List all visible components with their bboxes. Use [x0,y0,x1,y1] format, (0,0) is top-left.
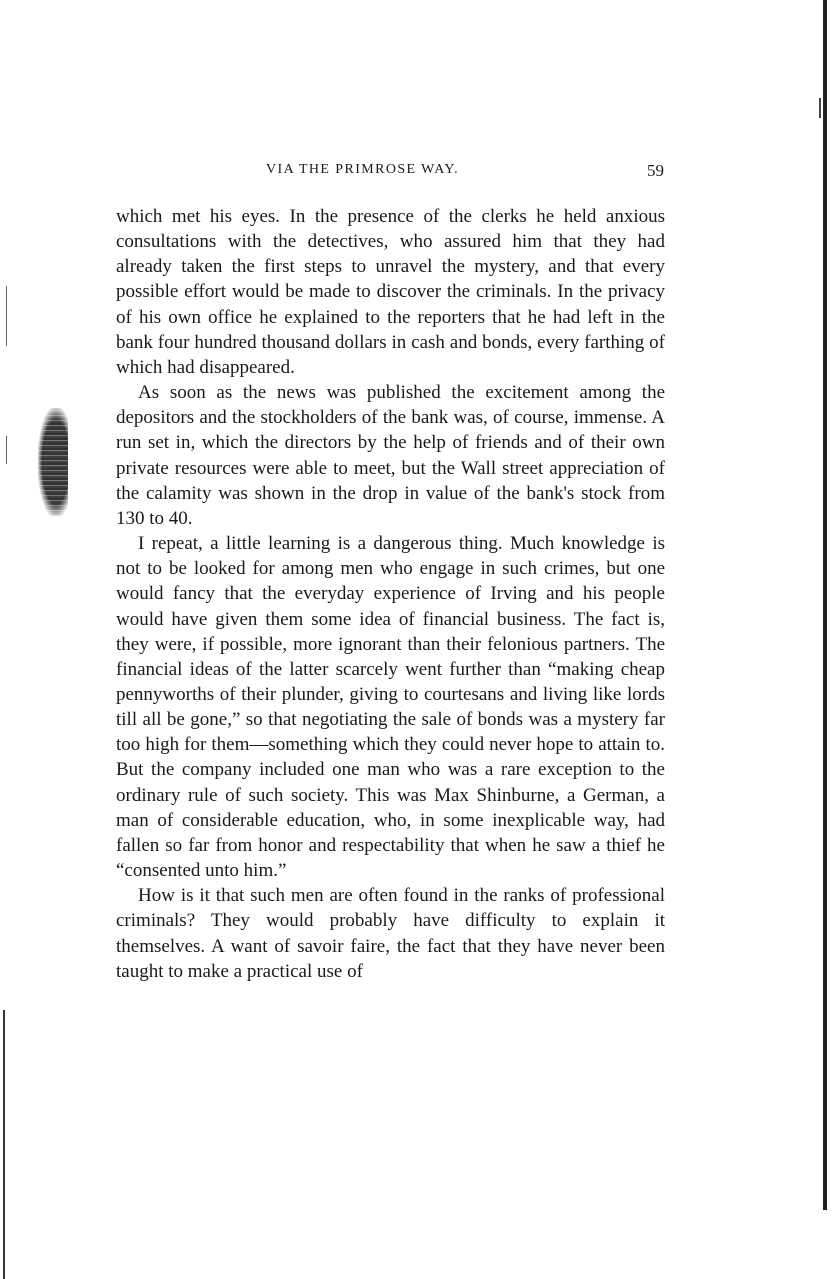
left-edge-line [3,1010,5,1279]
page-header [116,162,664,186]
right-edge-line [823,0,827,1210]
body-text [116,204,665,984]
paragraph-1: which met his eyes. In the presence of the clerks he held anxious consultations with the detectives, who assured him that they had already taken the first steps to unravel the mystery, and that every possible effort would be made to discover the criminals. In the privacy of his own office he explained to the reporters that he had left in the bank four hundred thousand dollars in cash and bonds, every farthing of which had disappeared. [116,206,665,378]
paragraph-2: As soon as the news was published the excitement among the depositors and the stockholders of the bank was, of course, immense. A run set in, which the directors by the help of friends and of their own private resources were able to meet, but the Wall street appreciation of the calamity was shown in the drop in value of the bank's stock from 130 to 40. [116,382,665,529]
right-edge-tick [819,98,821,118]
running-title: VIA THE PRIMROSE WAY. [266,162,460,177]
page-number: 59 [647,161,664,180]
left-margin-mark-lower [6,436,7,464]
paragraph-3: I repeat, a little learning is a dangerous thing. Much knowledge is not to be looked for among men who engage in such crimes, but one would fancy that the everyday experience of Irving and his people would have given them some idea of financial business. The fact is, they were, if possible, more ignorant than their felonious partners. The financial ideas of the latter scarcely went further than “making cheap pennyworths of their plunder, giving to courtesans and living like lords till all be gone,” so that negotiating the sale of bonds was a mystery far too high for them—something which they could never hope to attain to. But the company included one man who was a rare exception to the ordinary rule of such society. This was Max Shinburne, a German, a man of considerable education, who, in some inexplicable way, had fallen so far from honor and respectability that when he saw a thief he “consented unto him.” [116,533,665,882]
left-margin-mark [6,286,7,346]
binding-smudge [38,408,68,516]
paragraph-4: How is it that such men are often found in the ranks of professional criminals? They would probably have difficulty to explain it themselves. A want of savoir faire, the fact that they have never been taught to make a practical use of [116,885,665,982]
